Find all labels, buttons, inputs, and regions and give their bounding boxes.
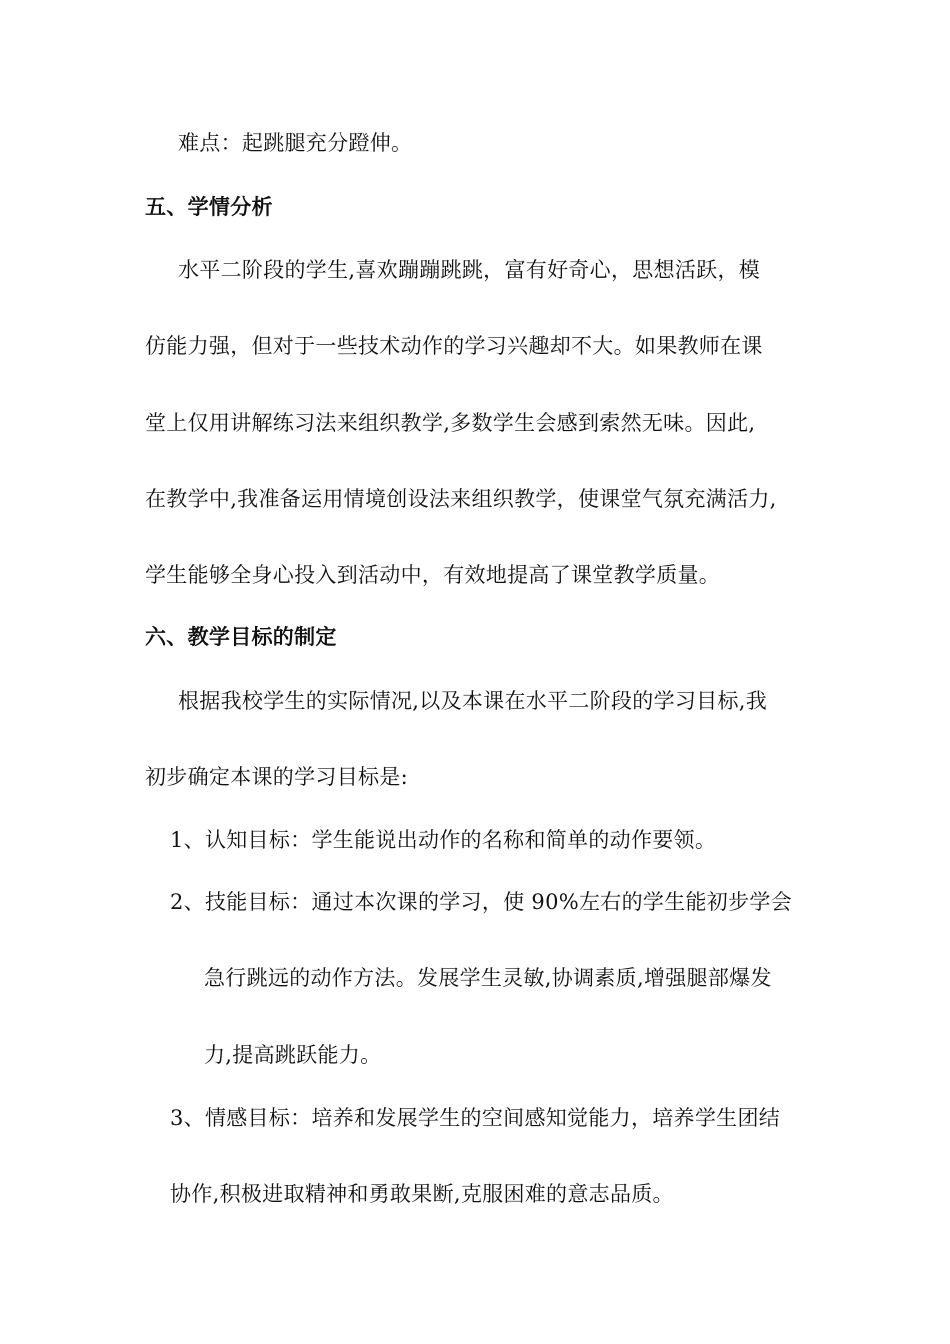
goal-2-skill-line-3: 力,提高跳跃能力。 — [204, 1043, 382, 1067]
section-6-heading: 六、教学目标的制定 — [145, 625, 337, 649]
section-5-line-4: 在教学中,我准备运用情境创设法来组织教学，使课堂气氛充满活力, — [145, 487, 777, 511]
difficulty-point: 难点：起跳腿充分蹬伸。 — [178, 131, 413, 155]
section-5-line-1: 水平二阶段的学生,喜欢蹦蹦跳跳，富有好奇心，思想活跃，模 — [178, 258, 761, 282]
goal-1-cognitive: 1、认知目标：学生能说出动作的名称和简单的动作要领。 — [170, 828, 717, 852]
section-5-heading: 五、学情分析 — [145, 195, 273, 219]
section-6-intro-line-2: 初步确定本课的学习目标是: — [145, 765, 408, 789]
section-5-line-3: 堂上仅用讲解练习法来组织教学,多数学生会感到索然无味。因此, — [145, 411, 756, 435]
section-6-intro-line-1: 根据我校学生的实际情况,以及本课在水平二阶段的学习目标,我 — [178, 689, 768, 713]
goal-3-emotional-line-2: 协作,积极进取精神和勇敢果断,克服困难的意志品质。 — [170, 1182, 674, 1206]
section-5-line-2: 仿能力强，但对于一些技术动作的学习兴趣却不大。如果教师在课 — [145, 334, 763, 358]
section-5-line-5: 学生能够全身心投入到活动中，有效地提高了课堂教学质量。 — [145, 563, 721, 587]
goal-2-skill-line-1: 2、技能目标：通过本次课的学习，使 90%左右的学生能初步学会 — [170, 890, 793, 914]
goal-3-emotional-line-1: 3、情感目标：培养和发展学生的空间感知觉能力，培养学生团结 — [170, 1106, 781, 1130]
goal-2-skill-line-2: 急行跳远的动作方法。发展学生灵敏,协调素质,增强腿部爆发 — [204, 966, 772, 990]
